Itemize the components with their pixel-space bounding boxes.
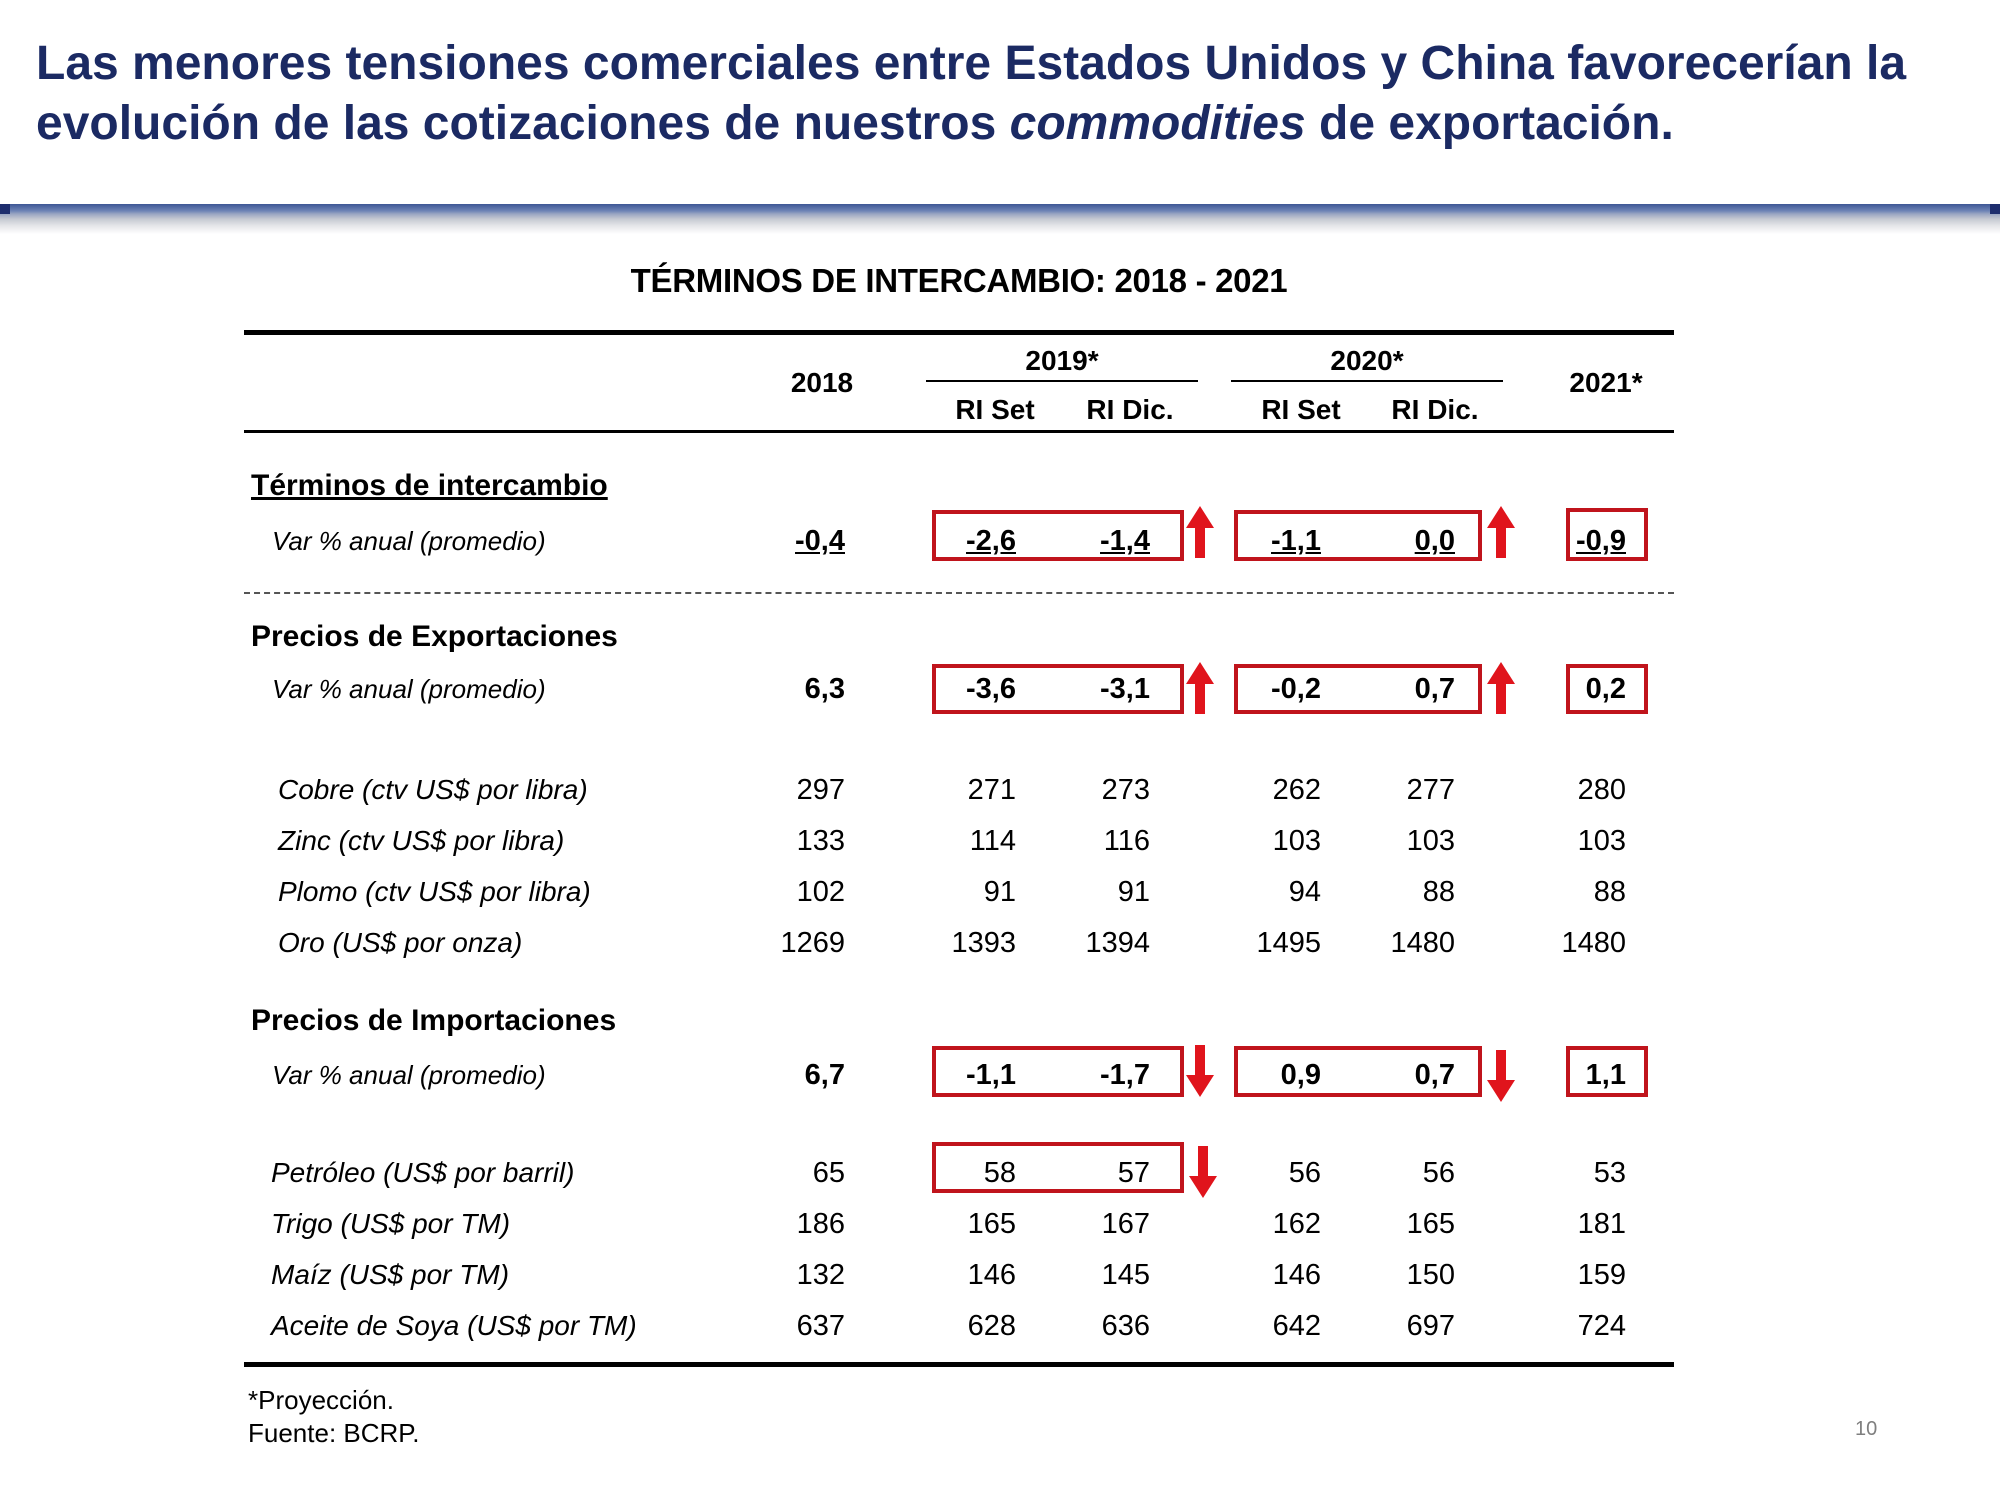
row-label-trigo: Trigo (US$ por TM) <box>271 1208 511 1239</box>
cell-aceite-2020-dic: 697 <box>1406 1310 1455 1342</box>
cell-petroleo-2018: 65 <box>812 1157 845 1189</box>
cell-plomo-2018: 102 <box>796 876 845 908</box>
cell-zinc-2021: 103 <box>1577 825 1626 857</box>
cell-exportaciones-2019-dic: -3,1 <box>1100 673 1150 705</box>
cell-aceite-2019-dic: 636 <box>1101 1310 1150 1342</box>
cell-maiz-2018: 132 <box>796 1259 845 1291</box>
cell-trigo-2019-dic: 167 <box>1101 1208 1150 1240</box>
table-bottom-rule <box>244 1362 1674 1367</box>
footnote-source: Fuente: BCRP. <box>248 1418 420 1448</box>
row-label-terminos-var: Var % anual (promedio) <box>272 526 546 556</box>
col-header-2018: 2018 <box>790 367 854 398</box>
title-divider <box>0 204 2000 234</box>
cell-aceite-2019-set: 628 <box>967 1310 1016 1342</box>
cell-cobre-2020-set: 262 <box>1272 774 1321 806</box>
cell-oro-2019-set: 1393 <box>951 927 1016 959</box>
arrow-up-icon <box>1186 662 1214 714</box>
highlight-box-exportaciones-2021 <box>1566 664 1648 714</box>
row-label-aceite-soya: Aceite de Soya (US$ por TM) <box>271 1310 637 1341</box>
col-header-2021: 2021* <box>1569 367 1643 398</box>
cell-importaciones-2019-dic: -1,7 <box>1100 1059 1150 1091</box>
page-number: 10 <box>1855 1418 1878 1440</box>
section-title-terminos: Términos de intercambio <box>251 469 608 502</box>
header-bottom-rule <box>244 430 1674 433</box>
cell-cobre-2019-set: 271 <box>967 774 1016 806</box>
col-header-2019-ri-set: RI Set <box>955 394 1035 425</box>
row-label-exportaciones-var: Var % anual (promedio) <box>272 674 546 704</box>
row-label-importaciones-var: Var % anual (promedio) <box>272 1060 546 1090</box>
cell-oro-2021: 1480 <box>1561 927 1626 959</box>
cell-trigo-2020-dic: 165 <box>1406 1208 1455 1240</box>
section-title-importaciones: Precios de Importaciones <box>251 1004 617 1037</box>
cell-plomo-2020-dic: 88 <box>1422 876 1455 908</box>
cell-importaciones-2020-set: 0,9 <box>1280 1059 1321 1091</box>
arrow-up-icon <box>1487 506 1515 558</box>
section-title-exportaciones: Precios de Exportaciones <box>251 620 618 653</box>
col-header-2020-ri-set: RI Set <box>1261 394 1341 425</box>
row-label-maiz: Maíz (US$ por TM) <box>271 1259 510 1290</box>
cell-zinc-2018: 133 <box>796 825 845 857</box>
cell-petroleo-2019-dic: 57 <box>1117 1157 1150 1189</box>
col-header-2020: 2020* <box>1330 345 1404 376</box>
cell-terminos-2021: -0,9 <box>1576 525 1626 557</box>
cell-oro-2020-set: 1495 <box>1256 927 1321 959</box>
cell-plomo-2019-set: 91 <box>983 876 1016 908</box>
col-2020-rule <box>1231 380 1503 382</box>
footnote-projection: *Proyección. <box>248 1385 394 1415</box>
cell-zinc-2020-dic: 103 <box>1406 825 1455 857</box>
cell-maiz-2019-dic: 145 <box>1101 1259 1150 1291</box>
highlight-box-exportaciones-2019 <box>932 664 1184 714</box>
slide-title-text-end: de exportación. <box>1305 97 1674 150</box>
col-2019-rule <box>926 380 1198 382</box>
cell-plomo-2021: 88 <box>1593 876 1626 908</box>
cell-plomo-2019-dic: 91 <box>1117 876 1150 908</box>
row-label-zinc: Zinc (ctv US$ por libra) <box>278 825 565 856</box>
highlight-box-importaciones-2021 <box>1566 1046 1648 1097</box>
cell-trigo-2021: 181 <box>1577 1208 1626 1240</box>
title-divider-cap-left <box>0 204 10 214</box>
cell-zinc-2020-set: 103 <box>1272 825 1321 857</box>
cell-maiz-2020-set: 146 <box>1272 1259 1321 1291</box>
title-divider-cap-right <box>1990 204 2000 214</box>
row-label-petroleo: Petróleo (US$ por barril) <box>271 1157 575 1188</box>
cell-cobre-2020-dic: 277 <box>1406 774 1455 806</box>
cell-importaciones-2021: 1,1 <box>1585 1059 1626 1091</box>
cell-aceite-2020-set: 642 <box>1272 1310 1321 1342</box>
cell-cobre-2021: 280 <box>1577 774 1626 806</box>
cell-aceite-2021: 724 <box>1577 1310 1626 1342</box>
cell-zinc-2019-dic: 116 <box>1103 825 1150 857</box>
cell-exportaciones-2019-set: -3,6 <box>966 673 1016 705</box>
cell-terminos-2020-dic: 0,0 <box>1414 525 1455 557</box>
cell-plomo-2020-set: 94 <box>1288 876 1321 908</box>
cell-oro-2020-dic: 1480 <box>1390 927 1455 959</box>
cell-oro-2018: 1269 <box>780 927 845 959</box>
table-title: TÉRMINOS DE INTERCAMBIO: 2018 - 2021 <box>630 262 1288 299</box>
table-top-rule <box>244 330 1674 335</box>
cell-terminos-2019-dic: -1,4 <box>1100 525 1150 557</box>
highlight-box-terminos-2020 <box>1234 510 1482 561</box>
arrow-up-icon <box>1186 506 1214 558</box>
cell-zinc-2019-set: 114 <box>969 825 1016 857</box>
col-header-2020-ri-dic: RI Dic. <box>1391 394 1479 425</box>
highlight-box-importaciones-2019 <box>932 1046 1184 1097</box>
cell-trigo-2019-set: 165 <box>967 1208 1016 1240</box>
highlight-box-petroleo-2019 <box>932 1142 1184 1193</box>
highlight-box-terminos-2019 <box>932 510 1184 561</box>
cell-exportaciones-2020-dic: 0,7 <box>1414 673 1455 705</box>
cell-cobre-2019-dic: 273 <box>1101 774 1150 806</box>
arrow-down-icon <box>1186 1045 1214 1097</box>
cell-petroleo-2020-set: 56 <box>1288 1157 1321 1189</box>
cell-exportaciones-2021: 0,2 <box>1585 673 1626 705</box>
arrow-down-icon <box>1487 1050 1515 1102</box>
cell-trigo-2020-set: 162 <box>1272 1208 1321 1240</box>
cell-importaciones-2020-dic: 0,7 <box>1414 1059 1455 1091</box>
col-header-2019-ri-dic: RI Dic. <box>1086 394 1174 425</box>
col-header-2019: 2019* <box>1025 345 1099 376</box>
cell-importaciones-2018: 6,7 <box>804 1059 845 1091</box>
cell-petroleo-2019-set: 58 <box>983 1157 1016 1189</box>
arrow-down-icon <box>1189 1146 1217 1198</box>
cell-maiz-2020-dic: 150 <box>1406 1259 1455 1291</box>
cell-trigo-2018: 186 <box>796 1208 845 1240</box>
arrow-up-icon <box>1487 662 1515 714</box>
row-label-oro: Oro (US$ por onza) <box>278 927 523 958</box>
cell-aceite-2018: 637 <box>796 1310 845 1342</box>
section-divider <box>244 592 1674 594</box>
cell-terminos-2020-set: -1,1 <box>1271 525 1321 557</box>
slide-title-italic: commodities <box>1009 97 1306 150</box>
cell-petroleo-2020-dic: 56 <box>1422 1157 1455 1189</box>
row-label-plomo: Plomo (ctv US$ por libra) <box>278 876 591 907</box>
cell-exportaciones-2018: 6,3 <box>804 673 845 705</box>
highlight-box-terminos-2021 <box>1566 508 1648 561</box>
cell-terminos-2019-set: -2,6 <box>966 525 1016 557</box>
highlight-box-exportaciones-2020 <box>1234 664 1482 714</box>
row-label-cobre: Cobre (ctv US$ por libra) <box>278 774 588 805</box>
slide-title <box>36 34 1976 154</box>
cell-terminos-2018: -0,4 <box>795 525 845 557</box>
cell-exportaciones-2020-set: -0,2 <box>1271 673 1321 705</box>
cell-maiz-2021: 159 <box>1577 1259 1626 1291</box>
cell-importaciones-2019-set: -1,1 <box>966 1059 1016 1091</box>
highlight-box-importaciones-2020 <box>1234 1046 1482 1097</box>
cell-petroleo-2021: 53 <box>1593 1157 1626 1189</box>
cell-cobre-2018: 297 <box>796 774 845 806</box>
cell-oro-2019-dic: 1394 <box>1085 927 1150 959</box>
slide-title-text: Las menores tensiones comerciales entre Estados Unidos y China favorecerían la evolución de las cotizaciones de nuestros <box>36 37 1907 150</box>
cell-maiz-2019-set: 146 <box>967 1259 1016 1291</box>
